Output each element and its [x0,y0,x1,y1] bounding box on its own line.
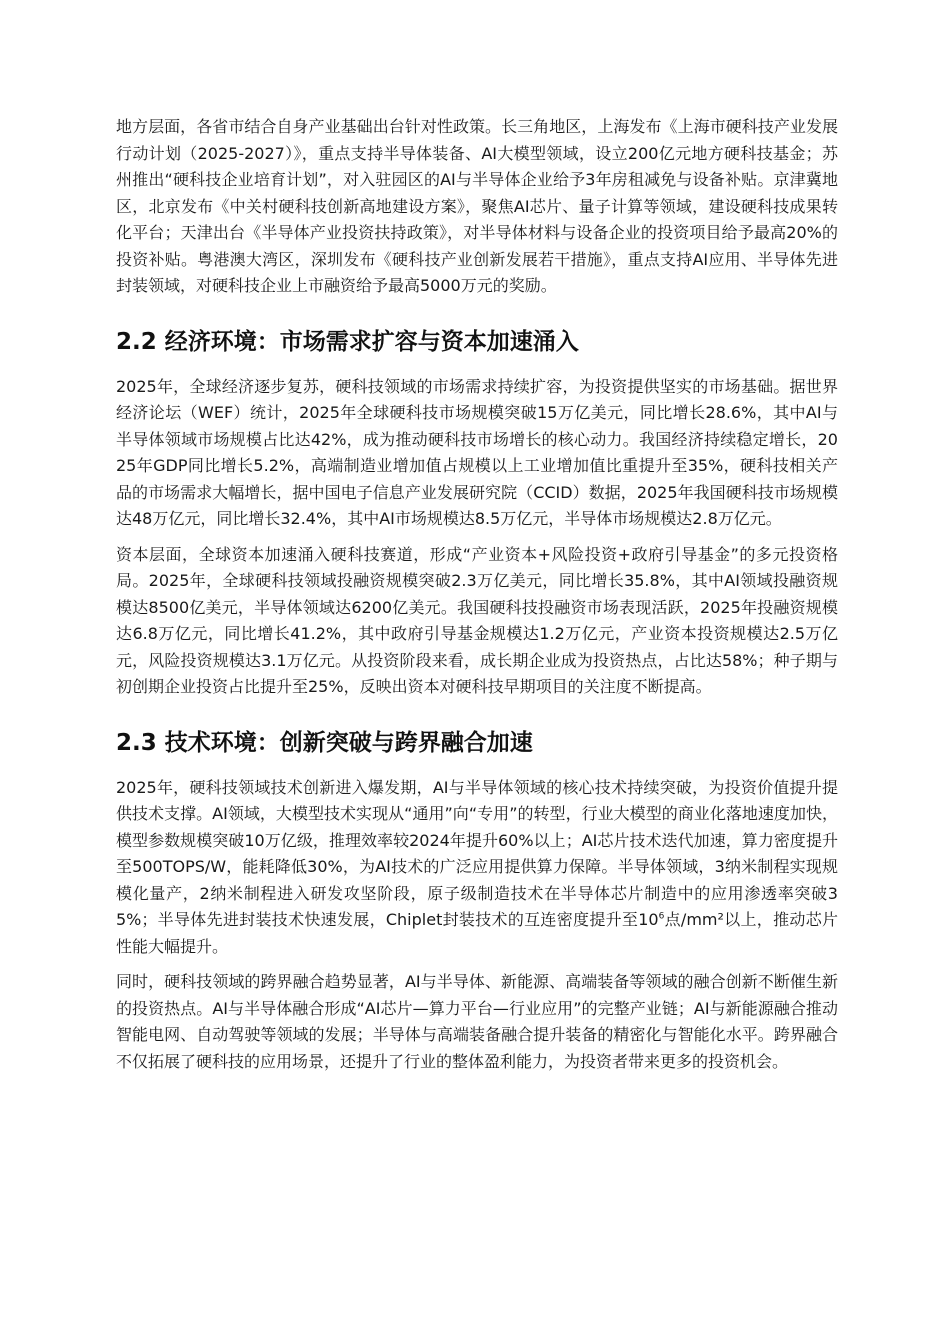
technology-innovation-text-end: 点/mm²以上，推动芯片性能大幅提升。 [116,910,838,956]
economy-capital-paragraph: 资本层面，全球资本加速涌入硬科技赛道，形成“产业资本+风险投资+政府引导基金”的多元投资格局。2025年，全球硬科技领域投融资规模突破2.3万亿美元，同比增长35.8%，其中AI领域投融资规模达8500亿美元，半导体领域达6200亿美元。我国硬科技投融资市场表现活跃，2025年投融资规模达6.8万亿元，同比增长41.2%，其中政府引导基金规模达1.2万亿元，产业资本投资规模达2.5万亿元，风险投资规模达3.1万亿元。从投资阶段来看，成长期企业成为投资热点，占比达58%；种子期与初创期企业投资占比提升至25%，反映出资本对硬科技早期项目的关注度不断提高。 [116,544,838,696]
policy-local-paragraph: 地方层面，各省市结合自身产业基础出台针对性政策。长三角地区，上海发布《上海市硬科技产业发展行动计划（2025-2027）》，重点支持半导体装备、AI大模型领域，设立200亿元地方硬科技基金；苏州推出“硬科技企业培育计划”，对入驻园区的AI与半导体企业给予3年房租减免与设备补贴。京津冀地区，北京发布《中关村硬科技创新高地建设方案》，聚焦AI芯片、量子计算等领域，建设硬科技成果转化平台；天津出台《半导体产业投资扶持政策》，对半导体材料与设备企业的投资项目给予最高20%的投资补贴。粤港澳大湾区，深圳发布《硬科技产业创新发展若干措施》，重点支持AI应用、半导体先进封装领域，对硬科技企业上市融资给予最高5000万元的奖励。 [116,117,838,295]
technology-crossover-paragraph: 同时，硬科技领域的跨界融合趋势显著，AI与半导体、新能源、高端装备等领域的融合创新不断催生新的投资热点。AI与半导体融合形成“AI芯片—算力平台—行业应用”的完整产业链；AI与新能源融合推动智能电网、自动驾驶等领域的发展；半导体与高端装备融合提升装备的精密化与智能化水平。跨界融合不仅拓展了硬科技的应用场景，还提升了行业的整体盈利能力，为投资者带来更多的投资机会。 [116,972,838,1071]
document-page [116,114,838,1084]
exponent-superscript: 6 [658,911,665,922]
technology-innovation-paragraph [116,775,838,961]
section-heading-technology: 2.3 技术环境：创新突破与跨界融合加速 [116,729,533,756]
technology-innovation-text: 2025年，硬科技领域技术创新进入爆发期，AI与半导体领域的核心技术持续突破，为投资价值提升提供技术支撑。AI领域，大模型技术实现从“通用”向“专用”的转型，行业大模型的商业化落地速度加快，模型参数规模突破10万亿级，推理效率较2024年提升60%以上；AI芯片技术迭代加速，算力密度提升至500TOPS/W，能耗降低30%，为AI技术的广泛应用提供算力保障。半导体领域，3纳米制程实现规模化量产，2纳米制程进入研发攻坚阶段，原子级制造技术在半导体芯片制造中的应用渗透率突破35%；半导体先进封装技术快速发展，Chiplet封装技术的互连密度提升至10 [116,777,838,929]
section-heading-economy: 2.2 经济环境：市场需求扩容与资本加速涌入 [116,328,579,355]
economy-market-paragraph: 2025年，全球经济逐步复苏，硬科技领域的市场需求持续扩容，为投资提供坚实的市场基础。据世界经济论坛（WEF）统计，2025年全球硬科技市场规模突破15万亿美元，同比增长28.6%，其中AI与半导体领域市场规模占比达42%，成为推动硬科技市场增长的核心动力。我国经济持续稳定增长，2025年GDP同比增长5.2%，高端制造业增加值占规模以上工业增加值比重提升至35%，硬科技相关产品的市场需求大幅增长，据中国电子信息产业发展研究院（CCID）数据，2025年我国硬科技市场规模达48万亿元，同比增长32.4%，其中AI市场规模达8.5万亿元，半导体市场规模达2.8万亿元。 [116,376,838,528]
